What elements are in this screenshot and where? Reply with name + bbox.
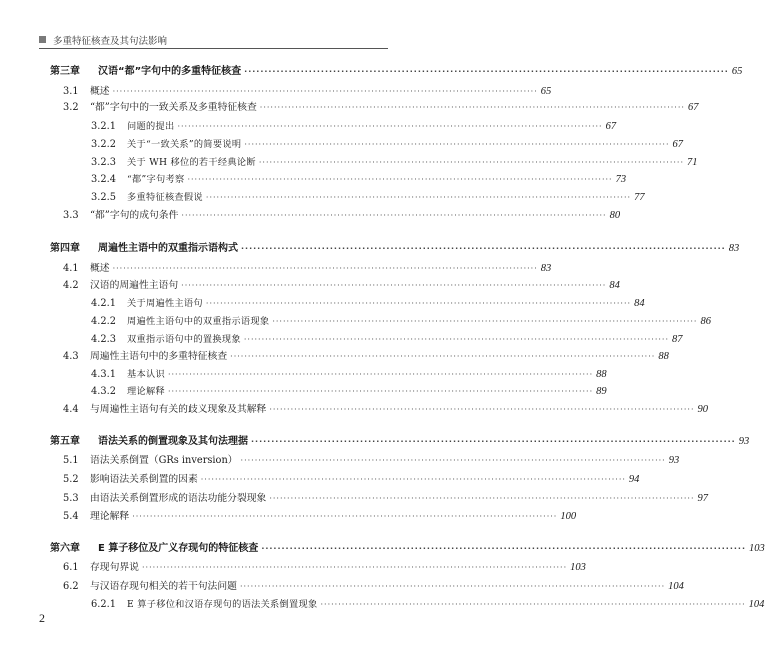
toc-entry-number: 4.3.2	[91, 386, 116, 397]
toc-leader-dots: ························································································································	[187, 175, 613, 184]
toc-entry-page: 87	[672, 334, 683, 345]
toc-leader-dots: ························································································································	[261, 544, 746, 553]
toc-entry-title: 与周遍性主语句有关的歧义现象及其解释	[90, 404, 267, 415]
toc-entry-page: 77	[634, 192, 645, 203]
toc-entry-title: “都”字句考察	[127, 174, 185, 185]
toc-entry-page: 104	[748, 599, 765, 610]
toc-entry	[63, 278, 620, 294]
toc-leader-dots: ························································································································	[167, 370, 594, 379]
running-header	[0, 0, 439, 47]
toc-entry	[91, 296, 645, 312]
toc-entry-page: 86	[700, 316, 711, 327]
toc-entry-number: 6.1	[63, 562, 79, 573]
toc-chapter-entry	[50, 241, 740, 257]
toc-entry	[63, 84, 552, 100]
toc-entry-title: 周遍性主语句中的多重特征核查	[90, 351, 228, 362]
toc-entry-title: 与汉语存现句相关的若干句法问题	[90, 581, 237, 592]
toc-leader-dots: ························································································································	[230, 352, 656, 361]
toc-entry-number: 3.3	[63, 210, 79, 221]
toc-entry-title: “都”字句的成句条件	[90, 210, 179, 221]
toc-entry-page: 65	[731, 66, 743, 77]
toc-entry	[91, 190, 645, 206]
toc-entry-title: “都”字句中的一致关系及多重特征核查	[90, 102, 257, 113]
toc-leader-dots: ························································································································	[240, 456, 666, 465]
toc-entry-title: 语法关系的倒置现象及其句法理据	[98, 436, 248, 447]
toc-entry	[63, 509, 577, 525]
toc-entry	[91, 332, 683, 348]
toc-entry-page: 67	[605, 121, 617, 132]
toc-leader-dots: ························································································································	[132, 512, 558, 521]
toc-entry-title: 存现句界说	[90, 562, 139, 573]
toc-entry	[91, 384, 607, 400]
toc-entry-number: 6.2.1	[91, 599, 116, 610]
toc-entry	[63, 453, 680, 469]
toc-entry-number: 5.3	[63, 493, 79, 504]
toc-entry-number: 3.2.5	[91, 192, 116, 203]
toc-entry-page: 97	[697, 493, 708, 504]
toc-entry	[63, 100, 699, 116]
toc-entry	[63, 472, 640, 488]
toc-chapter-entry	[50, 541, 765, 557]
toc-leader-dots: ························································································································	[181, 281, 607, 290]
toc-entry	[91, 367, 607, 383]
toc-entry-title: 概述	[90, 86, 110, 97]
toc-entry-title: 基本认识	[127, 369, 165, 380]
toc-entry-number: 3.1	[63, 86, 79, 97]
toc-leader-dots: ························································································································	[239, 582, 666, 591]
toc-entry-title: 语法关系倒置（GRs inversion）	[90, 455, 238, 466]
toc-leader-dots: ························································································································	[112, 264, 538, 273]
toc-entry	[91, 172, 627, 188]
toc-entry-page: 80	[609, 210, 621, 221]
toc-entry-number: 4.4	[63, 404, 79, 415]
toc-entry-page: 94	[628, 474, 640, 485]
toc-entry-page: 71	[687, 157, 698, 168]
toc-entry-number: 3.2.3	[91, 157, 116, 168]
toc-chapter-entry	[50, 64, 743, 80]
toc-entry-page: 84	[634, 298, 645, 309]
toc-entry-title: 汉语“都”字句中的多重特征核查	[98, 66, 242, 77]
toc-entry-page: 67	[672, 139, 684, 150]
toc-leader-dots: ························································································································	[320, 600, 746, 609]
toc-leader-dots: ························································································································	[112, 87, 538, 96]
toc-entry-title: E 算子移位及广义存现句的特征核查	[98, 543, 259, 554]
toc-entry	[63, 560, 586, 576]
toc-entry-number: 4.3.1	[91, 369, 116, 380]
toc-entry-number: 第四章	[50, 243, 80, 254]
toc-entry-page: 103	[570, 562, 586, 573]
toc-entry-title: 由语法关系倒置形成的语法功能分裂现象	[90, 493, 267, 504]
toc-entry-number: 3.2	[63, 102, 79, 113]
toc-entry	[91, 155, 698, 171]
toc-entry-number: 6.2	[63, 581, 79, 592]
toc-entry-title: 问题的提出	[127, 121, 175, 132]
toc-leader-dots: ························································································································	[141, 563, 568, 572]
toc-chapter-entry	[50, 434, 750, 450]
header-rule	[39, 48, 388, 49]
toc-entry-number: 5.4	[63, 511, 79, 522]
toc-entry-number: 第三章	[50, 66, 80, 77]
toc-entry-page: 104	[668, 581, 684, 592]
toc-entry-page: 65	[540, 86, 552, 97]
toc-entry-number: 4.2.2	[91, 316, 116, 327]
toc-entry-number: 3.2.4	[91, 174, 116, 185]
toc-entry-page: 67	[687, 102, 699, 113]
toc-entry	[91, 597, 765, 613]
toc-entry-number: 第六章	[50, 543, 80, 554]
toc-leader-dots: ························································································································	[205, 299, 632, 308]
toc-entry	[91, 137, 684, 153]
toc-entry-number: 4.1	[63, 263, 79, 274]
toc-leader-dots: ························································································································	[243, 335, 670, 344]
toc-entry-title: 多重特征核查假说	[127, 192, 203, 203]
toc-leader-dots: ························································································································	[167, 387, 594, 396]
toc-leader-dots: ························································································································	[244, 67, 729, 76]
toc-entry-title: E 算子移位和汉语存现句的语法关系倒置现象	[127, 599, 318, 610]
toc-entry	[63, 402, 708, 418]
toc-leader-dots: ························································································································	[272, 317, 698, 326]
toc-entry-title: 关于“一致关系”的简要说明	[127, 139, 242, 150]
toc-leader-dots: ························································································································	[258, 158, 685, 167]
toc-leader-dots: ························································································································	[181, 211, 607, 220]
running-header-title: 多重特征核查及其句法影响	[53, 36, 168, 47]
toc-entry	[63, 579, 684, 595]
toc-entry	[63, 349, 669, 365]
toc-entry-title: 周遍性主语中的双重指示语构式	[98, 243, 238, 254]
toc-entry-page: 103	[749, 543, 765, 554]
toc-entry-page: 73	[615, 174, 627, 185]
toc-entry-number: 3.2.2	[91, 139, 116, 150]
toc-entry-title: 周遍性主语句中的双重指示语现象	[127, 316, 270, 327]
toc-leader-dots: ························································································································	[177, 122, 603, 131]
toc-entry-number: 3.2.1	[91, 121, 116, 132]
toc-entry-page: 88	[658, 351, 669, 362]
toc-entry-number: 4.2.3	[91, 334, 116, 345]
toc-leader-dots: ························································································································	[205, 193, 632, 202]
toc-entry-page: 83	[540, 263, 552, 274]
toc-entry-title: 影响语法关系倒置的因素	[90, 474, 198, 485]
toc-entry	[91, 314, 711, 330]
toc-entry-page: 88	[596, 369, 607, 380]
toc-entry-number: 4.2.1	[91, 298, 116, 309]
toc-leader-dots: ························································································································	[259, 103, 685, 112]
toc-entry-page: 93	[668, 455, 680, 466]
toc-leader-dots: ························································································································	[241, 244, 726, 253]
toc-entry-page: 89	[596, 386, 607, 397]
toc-leader-dots: ························································································································	[200, 475, 626, 484]
header-square-icon	[39, 36, 46, 43]
toc-entry-number: 4.3	[63, 351, 79, 362]
toc-leader-dots: ························································································································	[269, 405, 695, 414]
toc-leader-dots: ························································································································	[244, 140, 670, 149]
toc-entry-page: 83	[728, 243, 740, 254]
toc-entry-number: 5.2	[63, 474, 79, 485]
toc-entry-title: 理论解释	[127, 386, 165, 397]
toc-entry-title: 汉语的周遍性主语句	[90, 280, 179, 291]
toc-entry-page: 100	[560, 511, 577, 522]
toc-entry-number: 5.1	[63, 455, 79, 466]
toc-entry-title: 关于周遍性主语句	[127, 298, 203, 309]
toc-entry-title: 概述	[90, 263, 110, 274]
toc-leader-dots: ························································································································	[269, 494, 695, 503]
toc-entry-number: 4.2	[63, 280, 79, 291]
toc-entry	[63, 491, 708, 507]
toc-entry-title: 理论解释	[90, 511, 130, 522]
toc-entry	[63, 208, 621, 224]
toc-leader-dots: ························································································································	[251, 437, 736, 446]
toc-entry-page: 84	[609, 280, 620, 291]
toc-entry-page: 90	[697, 404, 708, 415]
toc-entry-title: 双重指示语句中的置换现象	[127, 334, 241, 345]
toc-entry-page: 93	[738, 436, 750, 447]
toc-entry	[63, 261, 552, 277]
toc-entry	[91, 119, 617, 135]
page-number: 2	[39, 611, 45, 625]
toc-entry-title: 关于 WH 移位的若干经典论断	[127, 157, 256, 168]
toc-entry-number: 第五章	[50, 436, 80, 447]
